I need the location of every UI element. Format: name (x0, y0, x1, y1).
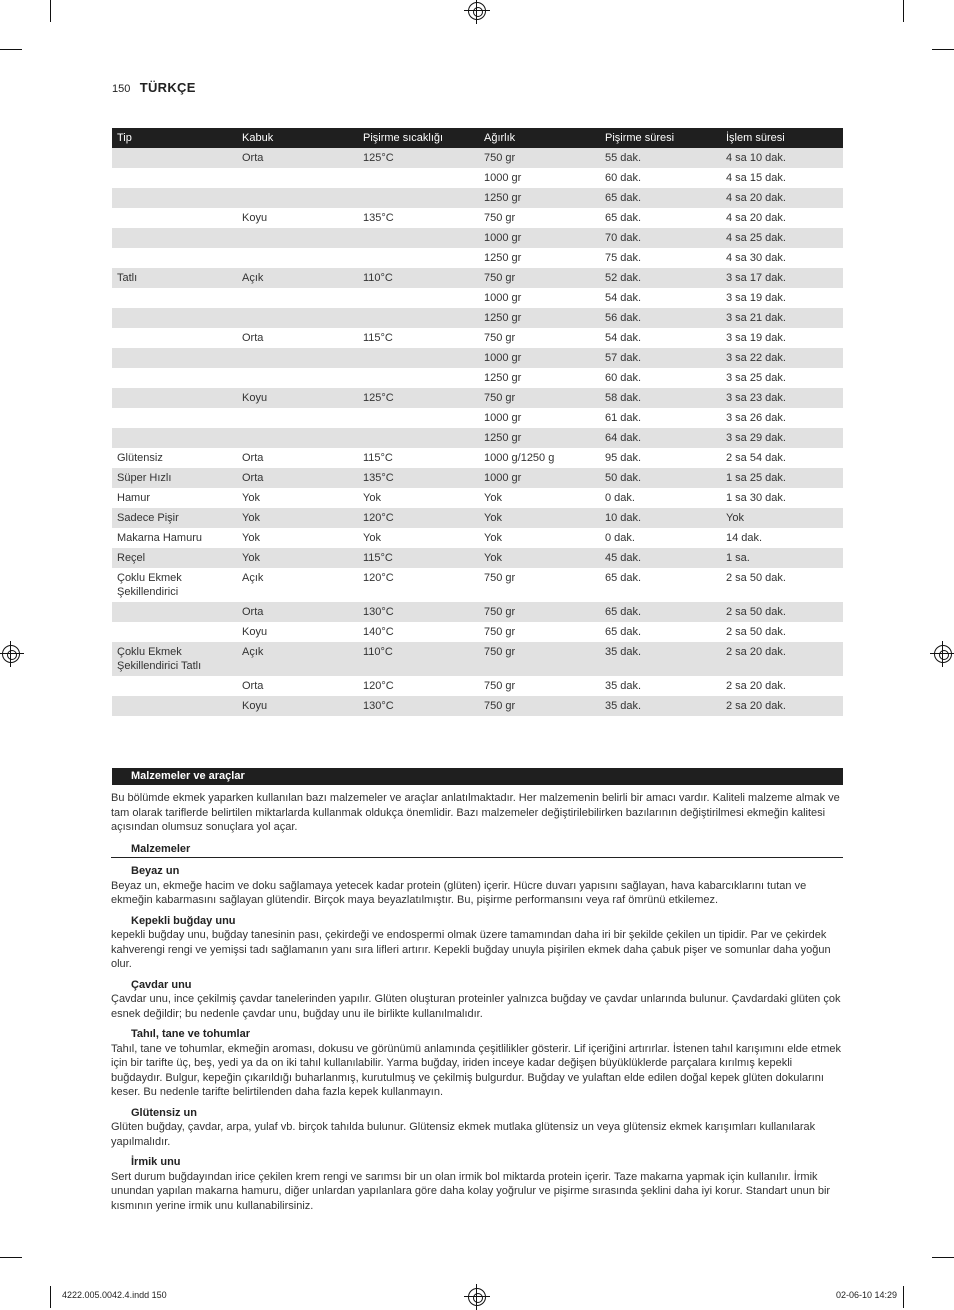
cell-crust: Orta (237, 468, 358, 488)
cell-crust (237, 408, 358, 428)
cell-baking-time: 0 dak. (605, 532, 635, 544)
table-row (112, 676, 843, 696)
crop-mark (903, 1286, 904, 1308)
table-row (112, 388, 843, 408)
column-header-weight: Ağırlık (479, 128, 600, 148)
ingredient-title: Kepekli buğday unu (131, 914, 236, 927)
cell-process-time: 3 sa 19 dak. (726, 292, 786, 304)
crop-mark (0, 49, 22, 50)
cell-process-time: 3 sa 26 dak. (726, 412, 786, 424)
table-row (112, 208, 843, 228)
cell-baking-time: 57 dak. (600, 348, 721, 368)
cell-baking-time: 75 dak. (605, 252, 642, 264)
cell-process-time: 1 sa. (721, 548, 843, 568)
cell-crust: Yok (242, 492, 260, 504)
cell-crust: Yok (237, 508, 358, 528)
cell-baking-time: 65 dak. (600, 602, 721, 622)
cell-process-time: 4 sa 10 dak. (721, 148, 843, 168)
cell-baking-time: 65 dak. (605, 572, 642, 584)
cell-baking-time: 35 dak. (600, 642, 721, 676)
cell-baking-time: 64 dak. (600, 428, 721, 448)
table-header-row (112, 128, 843, 148)
cell-crust (237, 288, 358, 308)
cell-weight: Yok (484, 532, 502, 544)
cell-temperature: Yok (363, 492, 381, 504)
cell-temperature: 115°C (358, 548, 479, 568)
column-header-crust: Kabuk (237, 128, 358, 148)
cell-weight: 750 gr (479, 268, 600, 288)
cell-temperature: 120°C (363, 572, 394, 584)
table-row (112, 248, 843, 268)
cell-type (112, 168, 237, 188)
cell-baking-time: 54 dak. (605, 292, 642, 304)
cell-weight: 750 gr (484, 680, 516, 692)
table-row (112, 348, 843, 368)
ingredient-text: kepekli buğday unu, buğday tanesinin pası, çekirdeği ve endospermi olmak üzere tamamından daha iri bir şekilde çekilen un tipidir. Par ve çekirdek kahverengi rengi ve yemişsi tadı sağlamanın yanı sıra lifleri artırır. Kepekli buğday unuyla pişirilen ekmek daha çabuk pişer ve somunlar daha yoğun olur. (111, 929, 831, 970)
cell-type (112, 288, 237, 308)
cell-type: Glütensiz (117, 452, 163, 464)
table-row (112, 228, 843, 248)
table-row (112, 622, 843, 642)
cell-type (112, 308, 237, 328)
column-header-temperature: Pişirme sıcaklığı (358, 128, 479, 148)
table-body (112, 148, 843, 716)
cell-process-time: 3 sa 25 dak. (726, 372, 786, 384)
cell-crust (237, 228, 358, 248)
cell-temperature (358, 288, 479, 308)
cell-process-time: 3 sa 29 dak. (721, 428, 843, 448)
cell-temperature (358, 368, 479, 388)
cell-weight: 1250 gr (479, 428, 600, 448)
cell-baking-time: 58 dak. (600, 388, 721, 408)
cell-baking-time: 55 dak. (600, 148, 721, 168)
cell-weight: 750 gr (484, 572, 516, 584)
cell-weight: 750 gr (479, 148, 600, 168)
cell-crust: Koyu (237, 388, 358, 408)
table-row (112, 548, 843, 568)
table-row (112, 528, 843, 548)
cell-type: Reçel (112, 548, 237, 568)
crop-mark (932, 1257, 954, 1258)
cell-process-time: 1 sa 30 dak. (726, 492, 786, 504)
ingredient-title: Beyaz un (131, 865, 180, 877)
table-row (112, 168, 843, 188)
cell-type (112, 676, 237, 696)
cell-weight: 1250 gr (479, 188, 600, 208)
cell-type (112, 428, 237, 448)
cell-crust: Koyu (237, 696, 358, 716)
table-row (112, 468, 843, 488)
cell-baking-time: 56 dak. (600, 308, 721, 328)
cell-process-time: 4 sa 15 dak. (726, 172, 786, 184)
cell-weight: 1250 gr (479, 308, 600, 328)
cell-crust: Orta (242, 332, 264, 344)
cell-weight: 1000 gr (479, 468, 600, 488)
cell-weight: Yok (479, 508, 600, 528)
cell-process-time: 2 sa 54 dak. (726, 452, 786, 464)
column-header-process-time: İşlem süresi (721, 128, 843, 148)
crop-mark (0, 1257, 22, 1258)
registration-mark-icon (934, 645, 952, 663)
ingredient-text: Tahıl, tane ve tohumlar, ekmeğin aroması, dokusu ve görünümü anlamında çeşitlilikler gösterir. Lif içeriğini artırırlar. İstenen tahıl karışımını elde etmek için bir tarifte üç, beş, yedi ya da on iki tahıl kullanılabilir. Yarma buğday, iriden inceye kadar değişen büyüklüklerde parçalara kırılmış kepekli buğdaydır. Bulgur, kepeğin çıkarıldığı buharlanmış, kurutulmuş ve çekilmiş bulgurdur. Buğday ve yulaftan elde edilen doğal kepek glüten dokularını keser. Bu nedenle tarifte belirtilenden daha fazla kepek kullanmayın. (111, 1042, 842, 1098)
table-row (112, 368, 843, 388)
program-table (112, 128, 843, 716)
cell-temperature (358, 428, 479, 448)
ingredient-title: Çavdar unu (131, 978, 192, 991)
column-header-type: Tip (112, 128, 237, 148)
cell-baking-time: 95 dak. (605, 452, 642, 464)
cell-weight: 750 gr (484, 332, 516, 344)
table-row (112, 428, 843, 448)
footer-date: 02-06-10 14:29 (836, 1290, 898, 1300)
cell-temperature: 125°C (358, 148, 479, 168)
cell-process-time: 4 sa 20 dak. (726, 212, 786, 224)
page-number: 150 (112, 83, 131, 95)
cell-crust: Açık (242, 572, 264, 584)
cell-process-time: 1 sa 25 dak. (721, 468, 843, 488)
cell-weight: 1000 gr (484, 292, 522, 304)
cell-process-time: 2 sa 20 dak. (726, 680, 786, 692)
table-row (112, 602, 843, 622)
cell-process-time: 14 dak. (726, 532, 763, 544)
cell-type (112, 408, 237, 428)
ingredient-title: Glütensiz un (131, 1106, 197, 1119)
cell-weight: 1000 g/1250 g (484, 452, 555, 464)
ingredient-list (111, 864, 843, 1213)
cell-process-time: 4 sa 25 dak. (721, 228, 843, 248)
cell-temperature (358, 228, 479, 248)
cell-process-time: 2 sa 50 dak. (726, 626, 786, 638)
cell-process-time: 4 sa 30 dak. (726, 252, 786, 264)
cell-weight: 1000 gr (479, 228, 600, 248)
table-row (112, 308, 843, 328)
cell-temperature: 130°C (358, 696, 479, 716)
cell-baking-time: 35 dak. (600, 696, 721, 716)
table-row (112, 408, 843, 428)
subsection-title: Malzemeler (111, 842, 843, 859)
table-row (112, 568, 843, 602)
cell-type (112, 602, 237, 622)
table-row (112, 288, 843, 308)
cell-type: Tatlı (112, 268, 237, 288)
cell-temperature (358, 168, 479, 188)
cell-temperature: 120°C (358, 508, 479, 528)
registration-mark-icon (2, 645, 20, 663)
cell-type (112, 348, 237, 368)
cell-temperature (358, 248, 479, 268)
cell-crust: Orta (242, 452, 264, 464)
registration-mark-icon (468, 2, 486, 20)
cell-weight: 750 gr (479, 696, 600, 716)
cell-type (112, 368, 237, 388)
crop-mark (50, 1286, 51, 1308)
cell-crust: Orta (237, 148, 358, 168)
cell-crust: Koyu (242, 626, 268, 638)
cell-weight: 1000 gr (484, 172, 522, 184)
cell-crust: Yok (237, 548, 358, 568)
cell-baking-time: 35 dak. (605, 680, 642, 692)
crop-mark (50, 0, 51, 22)
ingredient-text: Glüten buğday, çavdar, arpa, yulaf vb. birçok tahılda bulunur. Glütensiz ekmek mutlaka glütensiz un veya glütensiz ekmek karışımları kullanılarak yapılmalıdır. (111, 1121, 816, 1148)
cell-temperature: 135°C (363, 212, 394, 224)
cell-baking-time: 65 dak. (605, 626, 642, 638)
cell-type (112, 622, 237, 642)
cell-crust: Açık (237, 268, 358, 288)
cell-type: Makarna Hamuru (117, 532, 202, 544)
cell-crust: Açık (237, 642, 358, 676)
cell-process-time: 3 sa 17 dak. (721, 268, 843, 288)
ingredient-text: Çavdar unu, ince çekilmiş çavdar tanelerinden yapılır. Glüten oluşturan proteinler yalnızca buğday ve çavdar unlarında bulunur. Çavdardaki glüten çok esnek değildir; bu nedenle çavdar unu, buğday unu ile birlikte kullanılmalıdır. (111, 993, 841, 1020)
cell-weight: 750 gr (484, 212, 516, 224)
cell-temperature: 110°C (358, 642, 479, 676)
cell-temperature (358, 188, 479, 208)
ingredient-text: Sert durum buğdayından irice çekilen krem rengi ve sarımsı bir un olan irmik bol miktarda protein içerir. Taze makarna yapmak için kullanılır. İrmik unundan yapılan makarna hamuru, diğer unlardan yapılanlara göre daha kolay yoğrulur ve pişirme sırasında şeklini daha iyi korur. Standart unun bir kısmının yerine irmik unu kullanabilirsiniz. (111, 1170, 831, 1212)
cell-baking-time: 10 dak. (600, 508, 721, 528)
cell-weight: 1250 gr (484, 372, 522, 384)
cell-type (112, 208, 237, 228)
table-row (112, 696, 843, 716)
cell-baking-time: 70 dak. (600, 228, 721, 248)
cell-baking-time: 61 dak. (605, 412, 642, 424)
cell-weight: 1000 gr (484, 412, 522, 424)
ingredient-title: İrmik unu (131, 1156, 181, 1168)
cell-temperature: 130°C (358, 602, 479, 622)
cell-type: Çoklu Ekmek Şekillendirici Tatlı (112, 642, 237, 676)
column-header-baking-time: Pişirme süresi (600, 128, 721, 148)
cell-crust (237, 428, 358, 448)
cell-temperature: 115°C (363, 452, 393, 464)
cell-baking-time: 50 dak. (600, 468, 721, 488)
cell-process-time: 3 sa 23 dak. (721, 388, 843, 408)
cell-crust (237, 248, 358, 268)
cell-crust: Koyu (242, 212, 268, 224)
cell-type (112, 148, 237, 168)
cell-crust (237, 168, 358, 188)
table-row (112, 188, 843, 208)
cell-process-time: Yok (721, 508, 843, 528)
table-row (112, 448, 843, 468)
cell-weight: 750 gr (479, 602, 600, 622)
section-intro: Bu bölümde ekmek yaparken kullanılan bazı malzemeler ve araçlar anlatılmaktadır. Her malzemenin belirli bir amacı vardır. Kaliteli malzeme almak ve tam olarak tariflerde belirtilen miktarlarda kullanmak oldukça önemlidir. Bazı malzemeler değiştirilebilirken bazılarının değiştirilmesi ekmeğin kalitesi açısından olumsuz sonuçlara yol açar. (111, 792, 840, 833)
cell-crust (237, 308, 358, 328)
cell-temperature: 135°C (358, 468, 479, 488)
cell-temperature: Yok (363, 532, 381, 544)
cell-type (112, 228, 237, 248)
cell-type: Süper Hızlı (112, 468, 237, 488)
cell-crust: Yok (242, 532, 260, 544)
cell-process-time: 3 sa 19 dak. (726, 332, 786, 344)
cell-crust (237, 348, 358, 368)
page-header (112, 80, 196, 95)
table-row (112, 148, 843, 168)
cell-type: Hamur (117, 492, 151, 504)
cell-process-time: 2 sa 50 dak. (721, 602, 843, 622)
page-language: TÜRKÇE (139, 80, 196, 95)
cell-weight: Yok (479, 548, 600, 568)
cell-temperature: 125°C (358, 388, 479, 408)
ingredient-title: Tahıl, tane ve tohumlar (131, 1028, 250, 1040)
section-title: Malzemeler ve araçlar (112, 768, 843, 785)
cell-baking-time: 54 dak. (605, 332, 642, 344)
cell-baking-time: 52 dak. (600, 268, 721, 288)
cell-crust (237, 368, 358, 388)
cell-baking-time: 0 dak. (605, 492, 635, 504)
cell-baking-time: 60 dak. (605, 172, 642, 184)
crop-mark (932, 49, 954, 50)
cell-temperature (358, 348, 479, 368)
cell-type (112, 188, 237, 208)
cell-baking-time: 65 dak. (605, 212, 642, 224)
cell-type (112, 388, 237, 408)
cell-type (112, 248, 237, 268)
cell-temperature (358, 408, 479, 428)
cell-weight: 1000 gr (479, 348, 600, 368)
cell-type: Sadece Pişir (112, 508, 237, 528)
table-row (112, 268, 843, 288)
crop-mark (903, 0, 904, 22)
cell-temperature: 120°C (363, 680, 394, 692)
cell-baking-time: 60 dak. (605, 372, 642, 384)
cell-type (112, 696, 237, 716)
footer-file: 4222.005.0042.4.indd 150 (62, 1290, 167, 1300)
cell-weight: 1250 gr (484, 252, 522, 264)
ingredient-text: Beyaz un, ekmeğe hacim ve doku sağlamaya yetecek kadar protein (glüten) içerir. Hücre duvarı yapısını sağlayan, hava kabarcıklarını tutan ve ekmeğin kabarmasını sağlayan glütendir. Birçok maya beyazlatılmıştır. Bu, pişirme performansını veya raf ömrünü etkilemez. (111, 879, 807, 906)
cell-temperature: 115°C (363, 332, 393, 344)
cell-weight: 750 gr (484, 626, 516, 638)
cell-process-time: 2 sa 20 dak. (721, 642, 843, 676)
cell-crust: Orta (237, 602, 358, 622)
cell-temperature (358, 308, 479, 328)
cell-baking-time: 45 dak. (600, 548, 721, 568)
cell-crust: Orta (242, 680, 264, 692)
table-row (112, 508, 843, 528)
cell-baking-time: 65 dak. (600, 188, 721, 208)
cell-temperature: 140°C (363, 626, 394, 638)
cell-weight: 750 gr (479, 642, 600, 676)
table-row (112, 642, 843, 676)
cell-weight: 750 gr (479, 388, 600, 408)
cell-process-time: 4 sa 20 dak. (721, 188, 843, 208)
cell-process-time: 3 sa 22 dak. (721, 348, 843, 368)
table-row (112, 488, 843, 508)
cell-crust (237, 188, 358, 208)
cell-type: Çoklu Ekmek Şekillendirici (117, 572, 182, 598)
section-content (111, 791, 843, 1213)
cell-process-time: 2 sa 20 dak. (721, 696, 843, 716)
cell-process-time: 2 sa 50 dak. (726, 572, 786, 584)
cell-weight: Yok (484, 492, 502, 504)
registration-mark-icon (468, 1288, 486, 1306)
cell-temperature: 110°C (358, 268, 479, 288)
table-row (112, 328, 843, 348)
cell-process-time: 3 sa 21 dak. (721, 308, 843, 328)
cell-type (112, 328, 237, 348)
